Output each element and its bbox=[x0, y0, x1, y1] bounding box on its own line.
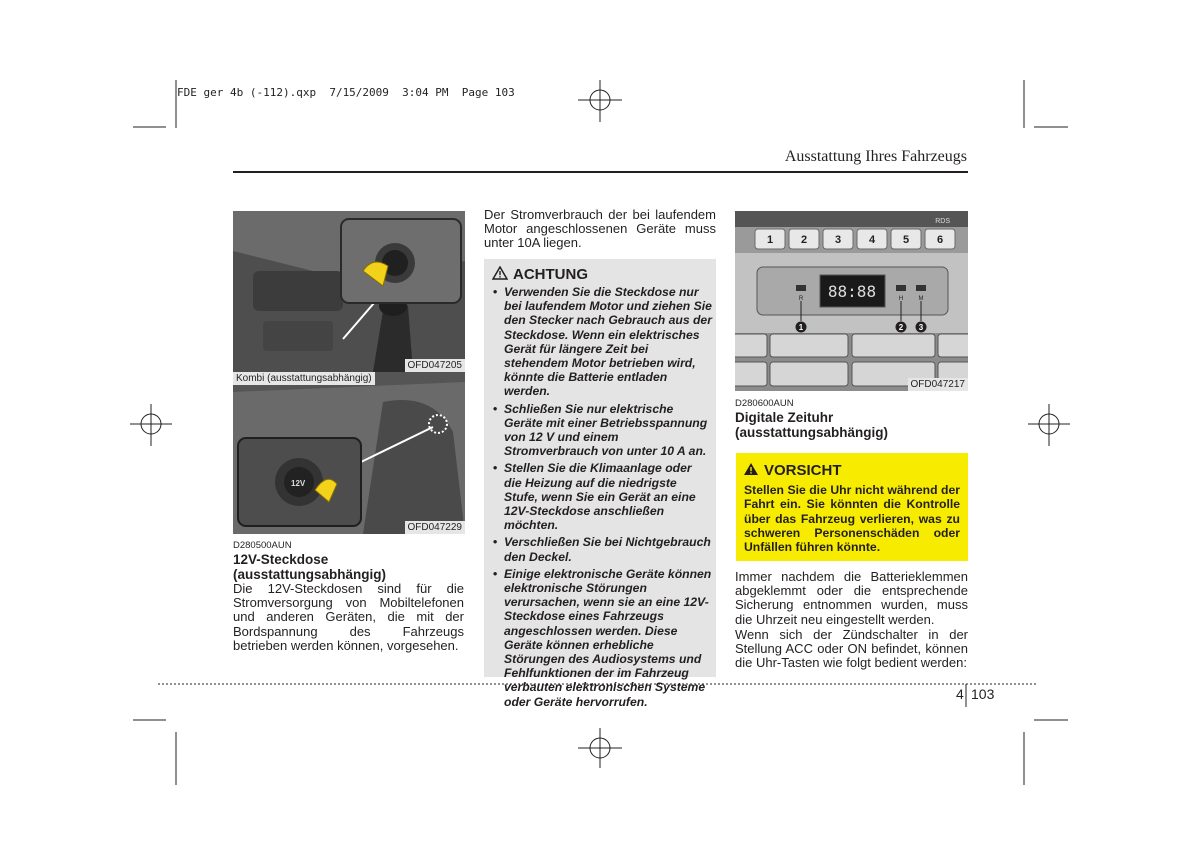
clock-reset-text: Immer nachdem die Batterieklemmen abgeklemmt oder die entsprechende Sicherung entnommen wurden, muss die Uhrzeit neu eingestellt werden. bbox=[735, 569, 968, 627]
warning-title: ACHTUNG bbox=[513, 266, 588, 283]
print-slug: FDE ger 4b (-112).qxp 7/15/2009 3:04 PM Page 103 bbox=[177, 86, 515, 99]
warning-box bbox=[484, 259, 716, 709]
caution-title: VORSICHT bbox=[764, 462, 842, 479]
preset-button-3: 3 bbox=[834, 234, 842, 246]
warning-list bbox=[490, 285, 712, 712]
page-number: 103 bbox=[971, 686, 995, 702]
caution-header bbox=[743, 462, 842, 479]
photo1-code: OFD047205 bbox=[405, 359, 465, 372]
preset-button-5: 5 bbox=[902, 234, 910, 246]
callout-3: 3 bbox=[918, 323, 924, 332]
clock-photo-code: OFD047217 bbox=[908, 378, 968, 391]
clock-heading-line2: (ausstattungsabhängig) bbox=[735, 425, 889, 440]
trunk-illustration bbox=[233, 372, 465, 534]
radio-brand: RDS bbox=[935, 218, 950, 225]
clock-panel-illustration bbox=[735, 211, 968, 391]
clock-heading-line1: Digitale Zeituhr bbox=[735, 410, 834, 425]
clock-button-h-label: H bbox=[898, 296, 904, 302]
preset-button-6: 6 bbox=[936, 234, 944, 246]
section-code-clock: D280600AUN bbox=[735, 398, 794, 409]
console-illustration bbox=[233, 211, 465, 372]
clock-panel-photo bbox=[735, 211, 968, 391]
12v-label: 12V bbox=[291, 479, 306, 488]
warning-triangle-icon bbox=[492, 266, 508, 280]
callout-1: 1 bbox=[798, 323, 804, 332]
socket-trunk-photo bbox=[233, 372, 465, 534]
caution-box bbox=[736, 453, 968, 561]
header-rule bbox=[233, 171, 968, 173]
preset-button-2: 2 bbox=[800, 234, 808, 246]
caution-text: Stellen Sie die Uhr nicht während der Fahrt ein. Sie könnten die Kontrolle über das Fahrzeug verlieren, was zu schweren Personenschäden oder Unfällen führen könnte. bbox=[744, 483, 960, 555]
warning-item: • Stellen Sie die Klimaanlage oder die Heizung auf die niedrigste Stufe, wenn Sie ein Gerät an eine 12V-Steckdose anschließen möchten. bbox=[490, 461, 712, 532]
photo2-caption: Kombi (ausstattungsabhängig) bbox=[233, 372, 375, 385]
clock-operation-text: Wenn sich der Zündschalter in der Stellung ACC oder ON befindet, können die Uhr-Tasten wie folgt bedient werden: bbox=[735, 627, 968, 671]
warning-item: • Verwenden Sie die Steckdose nur bei laufendem Motor und ziehen Sie den Stecker nach Gebrauch aus der Steckdose. Wenn ein elektrisches Gerät für längere Zeit bei stehendem Motor betrieben wird, könnte die Batterie entladen werden. bbox=[490, 285, 712, 399]
callout-2: 2 bbox=[898, 323, 904, 332]
preset-button-4: 4 bbox=[868, 234, 876, 246]
preset-button-1: 1 bbox=[766, 234, 774, 246]
photo2-code: OFD047229 bbox=[405, 521, 465, 534]
warning-item: • Schließen Sie nur elektrische Geräte mit einer Betriebsspannung von 12 V und einem Stromverbrauch von unter 10 A an. bbox=[490, 402, 712, 459]
page-header-title: Ausstattung Ihres Fahrzeugs bbox=[784, 148, 967, 165]
socket-description: Die 12V-Steckdosen sind für die Stromversorgung von Mobiltelefonen und anderen Geräten, die mit der Bordspannung des Fahrzeugs betrieben werden können, vorgesehen. bbox=[233, 581, 464, 653]
clock-button-m-label: M bbox=[918, 296, 924, 302]
current-limit-text: Der Stromverbrauch der bei laufendem Motor angeschlossenen Geräte muss unter 10A liegen. bbox=[484, 207, 716, 251]
warning-header bbox=[492, 266, 588, 283]
socket-heading-line2: (ausstattungsabhängig) bbox=[233, 567, 387, 582]
warning-item: • Verschließen Sie bei Nichtgebrauch den Deckel. bbox=[490, 535, 712, 563]
warning-item: • Einige elektronische Geräte können elektronische Störungen verursachen, wenn sie an eine 12V-Steckdose eines Fahrzeugs angeschlossen werden. Diese Geräte können erhebliche Störungen des Audiosystems und Fehlfunktionen der im Fahrzeug verbauten elektronischen Systeme oder Geräte hervorrufen. bbox=[490, 567, 712, 709]
chapter-number: 4 bbox=[956, 686, 964, 702]
caution-triangle-icon bbox=[743, 462, 759, 476]
section-code-socket: D280500AUN bbox=[233, 540, 292, 551]
clock-display: 88:88 bbox=[827, 282, 877, 301]
clock-button-r-label: R bbox=[798, 296, 804, 302]
socket-heading-line1: 12V-Steckdose bbox=[233, 552, 329, 567]
socket-console-photo bbox=[233, 211, 465, 372]
